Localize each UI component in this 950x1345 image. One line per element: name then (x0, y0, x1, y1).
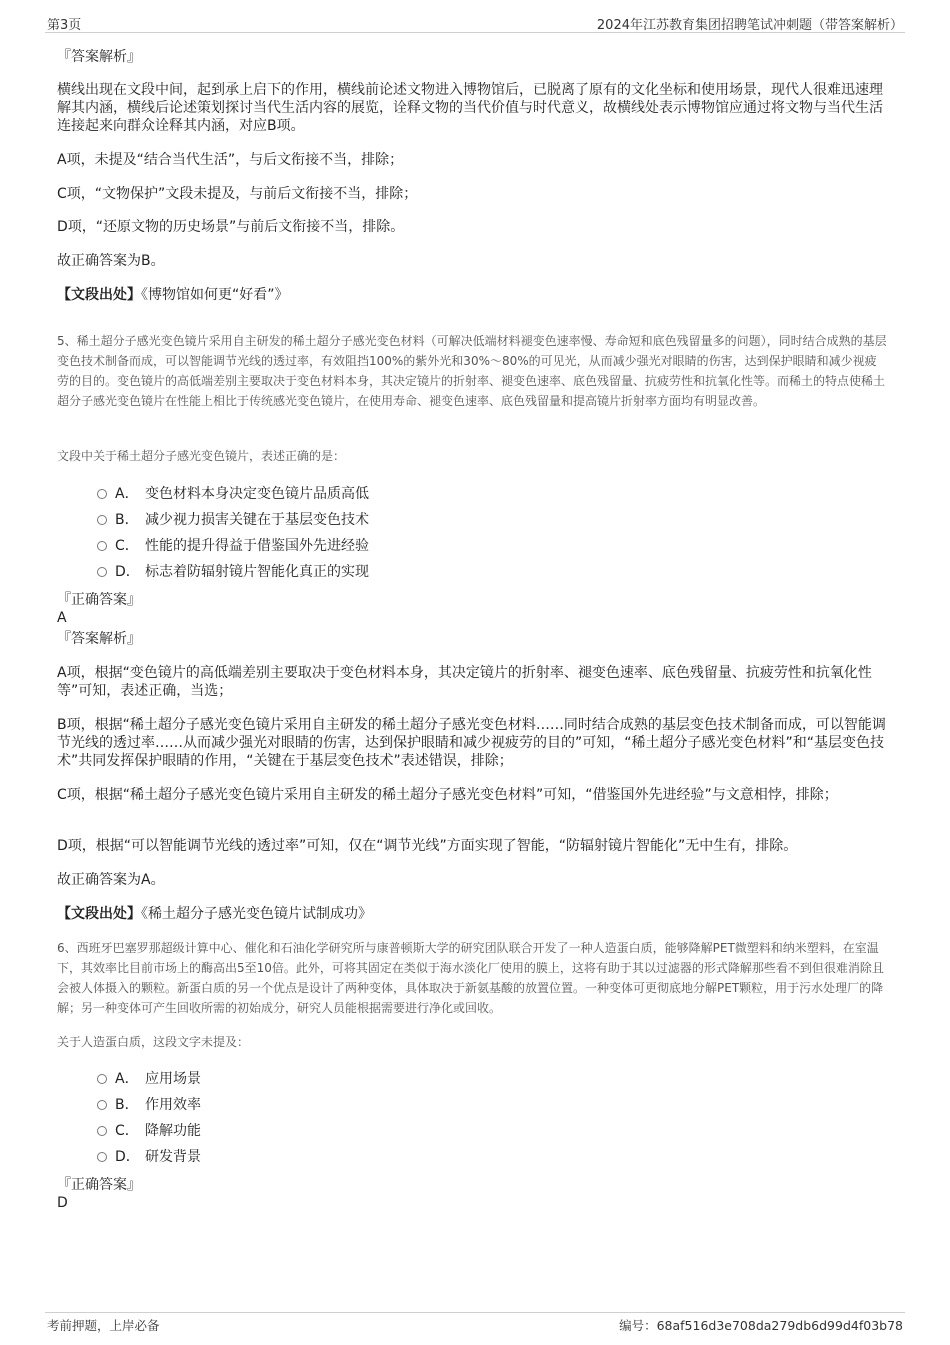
radio-icon[interactable] (97, 1126, 107, 1136)
radio-icon[interactable] (97, 1100, 107, 1110)
passage-source (57, 905, 887, 923)
option-text: 降解功能 (145, 1123, 201, 1139)
analysis-label: 『答案解析』 (57, 631, 141, 647)
page-number: 第3页 (47, 18, 82, 33)
document-title: 2024年江苏教育集团招聘笔试冲刺题（带答案解析） (596, 18, 903, 33)
option-letter: C． (115, 538, 139, 554)
option-letter: D． (115, 1149, 140, 1165)
question-passage: 5、稀土超分子感光变色镜片采用自主研发的稀土超分子感光变色材料（可解决低端材料褪变色速率慢、寿命短和底色残留量多的问题），同时结合成熟的基层变色技术制备而成，可以智能调节光线的透过率，有效阻挡100%的紫外光和30%～80%的可见光，从而减少强光对眼睛的伤害，达到保护眼睛和减少视疲劳的目的。变色镜片的高低端差别主要取决于变色材料本身，其决定镜片的折射率、褪变色速率、底色残留量、抗疲劳性和抗氧化性等。而稀土的特点使稀土超分子感光变色镜片在性能上相比于传统感光变色镜片，在使用寿命、褪变色速率、底色残留量和提高镜片折射率方面均有明显改善。 (57, 334, 887, 408)
option-c-explanation: C项，根据“稀土超分子感光变色镜片采用自主研发的稀土超分子感光变色材料”可知，“借鉴国外先进经验”与文意相悖，排除； (57, 787, 838, 803)
option-c-explanation: C项，“文物保护”文段未提及，与前后文衔接不当，排除； (57, 186, 418, 202)
option-text: 应用场景 (145, 1071, 201, 1087)
option-c[interactable] (97, 1122, 201, 1140)
option-a[interactable] (97, 485, 369, 503)
option-b[interactable] (97, 511, 369, 529)
answer-value: A (57, 610, 67, 626)
option-text: 作用效率 (145, 1097, 201, 1113)
radio-icon[interactable] (97, 1074, 107, 1084)
source-bracket: 【文段出处】 (57, 287, 141, 303)
radio-icon[interactable] (97, 1152, 107, 1162)
conclusion: 故正确答案为A。 (57, 872, 165, 888)
option-letter: C． (115, 1123, 139, 1139)
option-d[interactable] (97, 1148, 201, 1166)
option-letter: A． (115, 1071, 139, 1087)
option-a[interactable] (97, 1070, 201, 1088)
option-letter: B． (115, 1097, 139, 1113)
radio-icon[interactable] (97, 541, 107, 551)
option-c[interactable] (97, 537, 369, 555)
conclusion: 故正确答案为B。 (57, 253, 165, 269)
analysis-label: 『答案解析』 (57, 49, 141, 65)
option-a-explanation: A项，根据“变色镜片的高低端差别主要取决于变色材料本身，其决定镜片的折射率、褪变色速率、底色残留量、抗疲劳性和抗氧化性等”可知，表述正确，当选； (57, 665, 872, 699)
analysis-text: 横线出现在文段中间，起到承上启下的作用，横线前论述文物进入博物馆后，已脱离了原有的文化坐标和使用场景，现代人很难迅速理解其内涵，横线后论述策划探讨当代生活内容的展览，诠释文物的当代价值与时代意义，故横线处表示博物馆应通过将文物与当代生活连接起来向群众诠释其内涵，对应B项。 (57, 82, 883, 134)
option-d-explanation: D项，“还原文物的历史场景”与前后文衔接不当，排除。 (57, 219, 405, 235)
radio-icon[interactable] (97, 515, 107, 525)
document-code (619, 1316, 903, 1334)
radio-icon[interactable] (97, 489, 107, 499)
option-text: 性能的提升得益于借鉴国外先进经验 (145, 538, 369, 554)
option-a-explanation: A项，未提及“结合当代生活”，与后文衔接不当，排除； (57, 152, 404, 168)
question-stem: 文段中关于稀土超分子感光变色镜片，表述正确的是： (57, 449, 346, 463)
question-passage: 6、西班牙巴塞罗那超级计算中心、催化和石油化学研究所与康普顿斯大学的研究团队联合开发了一种人造蛋白质，能够降解PET微塑料和纳米塑料，在室温下，其效率比目前市场上的酶高出5至10倍。此外，可将其固定在类似于海水淡化厂使用的膜上，这将有助于其以过滤器的形式降解那些看不到但很难消除且会被人体摄入的颗粒。新蛋白质的另一个优点是设计了两种变体，具体取决于新氨基酸的放置位置。一种变体可更彻底地分解PET颗粒，用于污水处理厂的降解；另一种变体可产生回收所需的初始成分，研究人员能根据需要进行净化或回收。 (57, 941, 884, 1015)
option-b-explanation: B项，根据“稀土超分子感光变色镜片采用自主研发的稀土超分子感光变色材料……同时结合成熟的基层变色技术制备而成，可以智能调节光线的透过率……从而减少强光对眼睛的伤害，达到保护眼睛和减少视疲劳的目的”可知，“稀土超分子感光变色材料”和“基层变色技术”共同发挥保护眼睛的作用，“关键在于基层变色技术”表述错误，排除； (57, 717, 886, 769)
option-text: 减少视力损害关键在于基层变色技术 (145, 512, 369, 528)
question-stem: 关于人造蛋白质，这段文字未提及： (57, 1035, 250, 1049)
source-title: 《稀土超分子感光变色镜片试制成功》 (141, 906, 372, 922)
source-bracket: 【文段出处】 (57, 906, 141, 922)
radio-icon[interactable] (97, 567, 107, 577)
option-letter: B． (115, 512, 139, 528)
answer-label: 『正确答案』 (57, 1177, 141, 1193)
footer-slogan: 考前押题，上岸必备 (47, 1318, 160, 1333)
code-value: 68af516d3e708da279db6d99d4f03b78 (656, 1318, 903, 1333)
answer-value: D (57, 1195, 68, 1211)
option-text: 研发背景 (145, 1149, 201, 1165)
code-label: 编号： (619, 1318, 657, 1333)
option-letter: D． (115, 564, 140, 580)
option-d[interactable] (97, 563, 369, 581)
page-header (45, 12, 905, 33)
option-d-explanation: D项，根据“可以智能调节光线的透过率”可知，仅在“调节光线”方面实现了智能，“防辐射镜片智能化”无中生有，排除。 (57, 838, 798, 854)
source-title: 《博物馆如何更“好看”》 (141, 287, 289, 303)
answer-label: 『正确答案』 (57, 592, 141, 608)
option-text: 变色材料本身决定变色镜片品质高低 (145, 486, 369, 502)
passage-source (57, 286, 887, 304)
option-text: 标志着防辐射镜片智能化真正的实现 (145, 564, 369, 580)
page-footer (45, 1312, 905, 1337)
option-letter: A． (115, 486, 139, 502)
option-b[interactable] (97, 1096, 201, 1114)
